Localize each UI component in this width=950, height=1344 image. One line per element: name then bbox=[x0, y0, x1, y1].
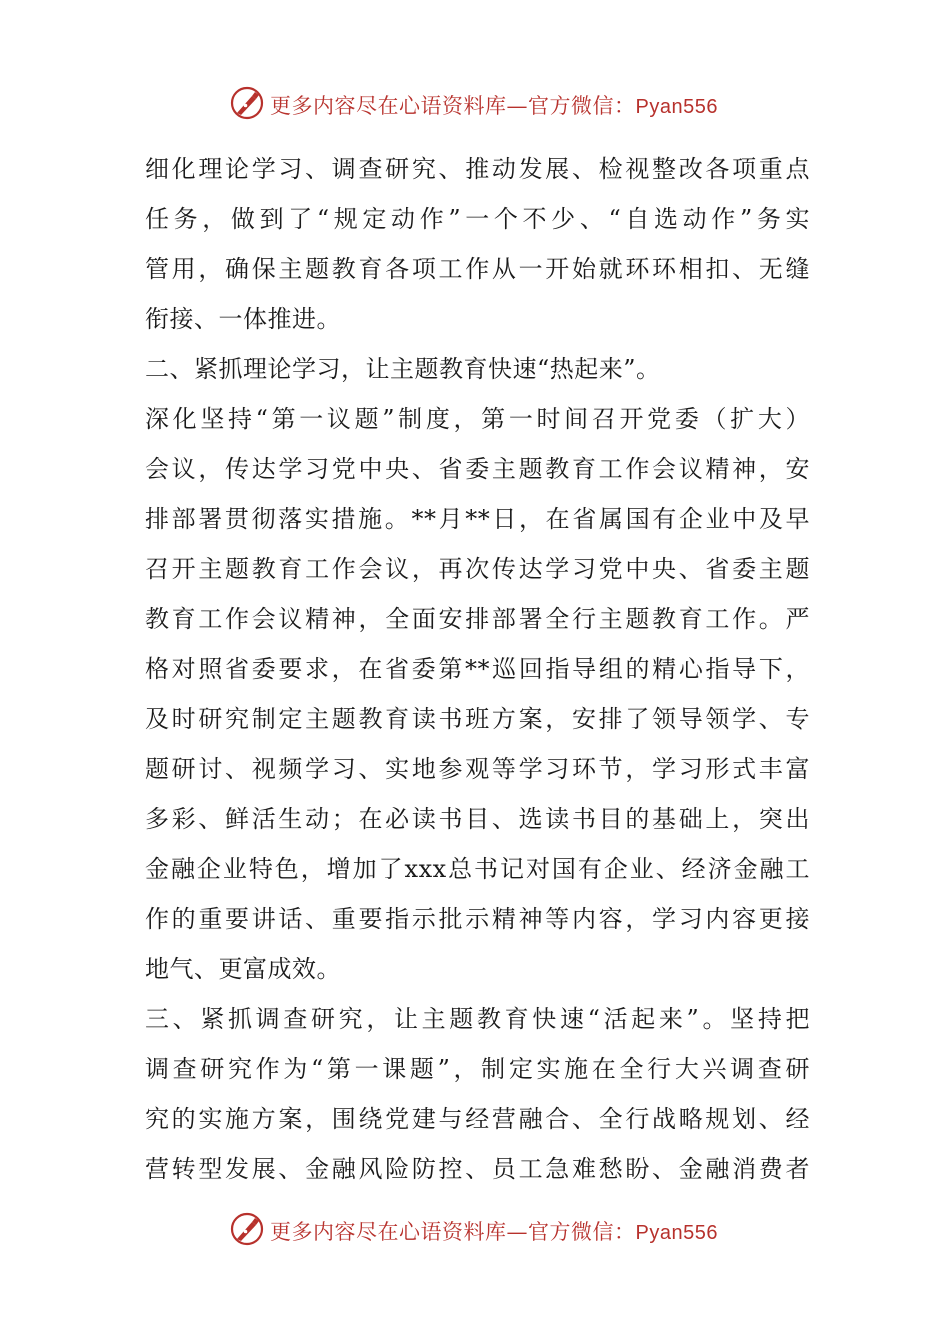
text-line: 深化坚持“第一议题”制度，第一时间召开党委（扩大） bbox=[145, 405, 810, 433]
text-line: 排部署贯彻落实措施。**月**日，在省属国有企业中及早 bbox=[145, 505, 810, 533]
watermark-text bbox=[270, 90, 718, 120]
text-line: 及时研究制定主题教育读书班方案，安排了领导领学、专 bbox=[145, 705, 810, 733]
watermark-prefix: 更多内容尽在心语资料库—官方微信： bbox=[270, 1220, 636, 1244]
text-line: 会议，传达学习党中央、省委主题教育工作会议精神，安 bbox=[145, 455, 810, 483]
header-watermark bbox=[0, 84, 950, 124]
text-line: 格对照省委要求，在省委第**巡回指导组的精心指导下， bbox=[145, 655, 810, 683]
text-line: 调查研究作为“第一课题”，制定实施在全行大兴调查研 bbox=[145, 1055, 810, 1083]
text-line: 教育工作会议精神，全面安排部署全行主题教育工作。严 bbox=[145, 605, 810, 633]
watermark-account: Pyan556 bbox=[635, 96, 718, 118]
watermark-text bbox=[270, 1216, 718, 1246]
text-line: 管用，确保主题教育各项工作从一开始就环环相扣、无缝 bbox=[145, 255, 810, 283]
text-line: 召开主题教育工作会议，再次传达学习党中央、省委主题 bbox=[145, 555, 810, 583]
text-line: 金融企业特色，增加了xxx总书记对国有企业、经济金融工 bbox=[145, 855, 810, 883]
text-line: 作的重要讲话、重要指示批示精神等内容，学习内容更接 bbox=[145, 905, 810, 933]
section-heading-3: 三、紧抓调查研究，让主题教育快速“活起来”。坚持把 bbox=[145, 1005, 810, 1033]
body-text bbox=[145, 144, 810, 1194]
pen-nib-logo-icon bbox=[228, 84, 266, 122]
text-line: 多彩、鲜活生动；在必读书目、选读书目的基础上，突出 bbox=[145, 805, 810, 833]
text-line: 题研讨、视频学习、实地参观等学习环节，学习形式丰富 bbox=[145, 755, 810, 783]
text-line: 营转型发展、金融风险防控、员工急难愁盼、金融消费者 bbox=[145, 1155, 810, 1183]
section-heading-2: 二、紧抓理论学习，让主题教育快速“热起来”。 bbox=[145, 355, 661, 383]
text-line: 细化理论学习、调查研究、推动发展、检视整改各项重点 bbox=[145, 155, 810, 183]
text-line: 衔接、一体推进。 bbox=[145, 305, 341, 333]
watermark-prefix: 更多内容尽在心语资料库—官方微信： bbox=[270, 94, 636, 118]
watermark-account: Pyan556 bbox=[635, 1222, 718, 1244]
pen-nib-logo-icon bbox=[228, 1210, 266, 1248]
text-line: 地气、更富成效。 bbox=[145, 955, 341, 983]
text-line: 究的实施方案，围绕党建与经营融合、全行战略规划、经 bbox=[145, 1105, 810, 1133]
footer-watermark bbox=[0, 1210, 950, 1250]
text-line: 任务，做到了“规定动作”一个不少、“自选动作”务实 bbox=[145, 205, 810, 233]
